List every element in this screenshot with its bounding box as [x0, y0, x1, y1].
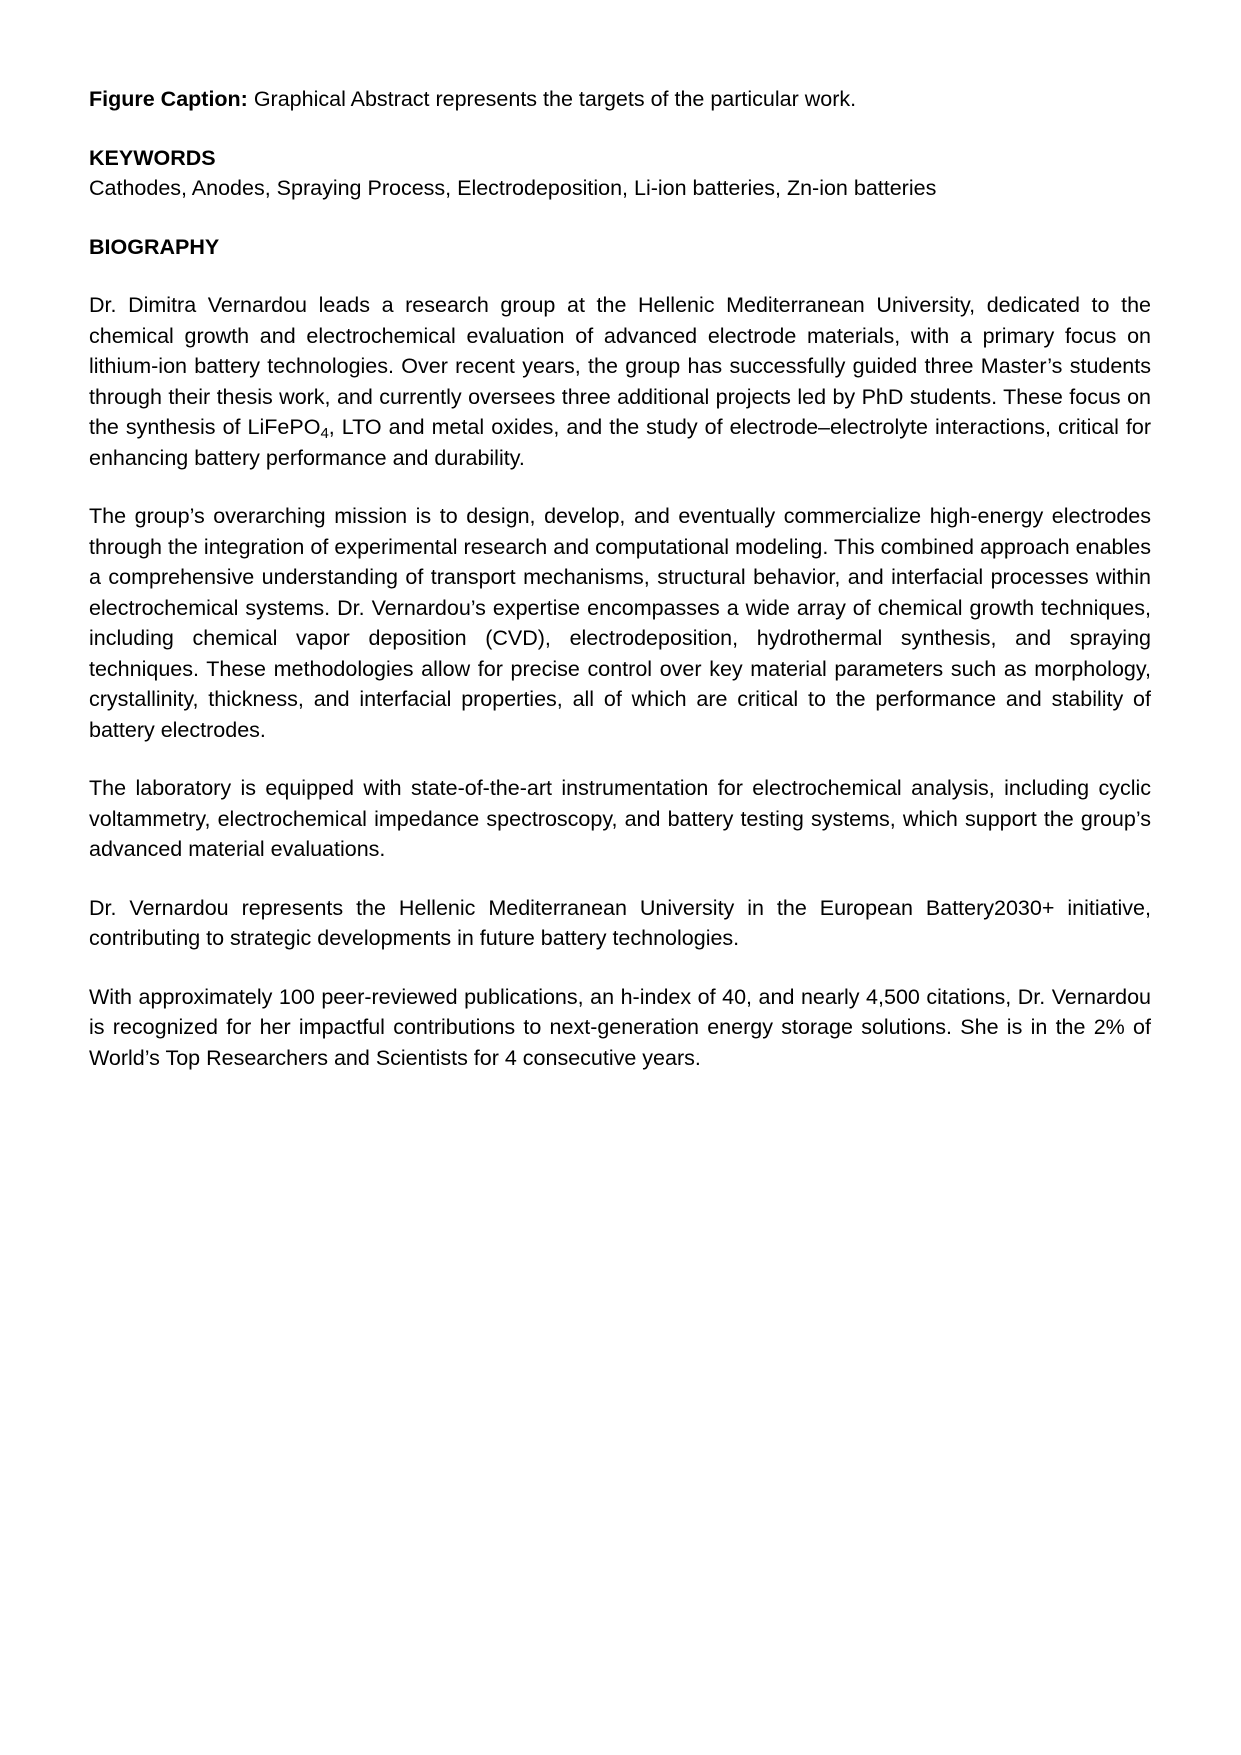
keywords-text: Cathodes, Anodes, Spraying Process, Electrodeposition, Li-ion batteries, Zn-ion batteries	[89, 176, 937, 200]
document-page	[89, 84, 1151, 1101]
figure-caption	[89, 84, 1151, 115]
biography-paragraph-2: The group’s overarching mission is to design, develop, and eventually commercialize high-energy electrodes through the integration of experimental research and computational modeling. This combined approach enables a comprehensive understanding of transport mechanisms, structural behavior, and interfacial processes within electrochemical systems. Dr. Vernardou’s expertise encompasses a wide array of chemical growth techniques, including chemical vapor deposition (CVD), electrodeposition, hydrothermal synthesis, and spraying techniques. These methodologies allow for precise control over key material parameters such as morphology, crystallinity, thickness, and interfacial properties, all of which are critical to the performance and stability of battery electrodes.	[89, 504, 1151, 742]
biography-paragraph-3: The laboratory is equipped with state-of-the-art instrumentation for electrochemical analysis, including cyclic voltammetry, electrochemical impedance spectroscopy, and battery testing systems, which support the group’s advanced material evaluations.	[89, 776, 1151, 861]
biography-paragraph-1	[89, 290, 1151, 473]
biography-paragraph-4: Dr. Vernardou represents the Hellenic Mediterranean University in the European Battery2030+ initiative, contributing to strategic developments in future battery technologies.	[89, 895, 1151, 950]
subscript: 4	[320, 425, 329, 442]
biography-paragraph-1-text: Dr. Dimitra Vernardou leads a research group at the Hellenic Mediterranean University, dedicated to the chemical growth and electrochemical evaluation of advanced electrode materials, with a primary focus on lithium-ion battery technologies. Over recent years, the group has successfully guided three Master’s students through their thesis work, and currently oversees three additional projects led by PhD students. These focus on the synthesis of LiFePO	[89, 293, 1151, 439]
biography-heading: BIOGRAPHY	[89, 234, 220, 259]
biography-paragraph-5: With approximately 100 peer-reviewed publications, an h-index of 40, and nearly 4,500 citations, Dr. Vernardou is recognized for her impactful contributions to next-generation energy storage solutions. She is in the 2% of World’s Top Researchers and Scientists for 4 consecutive years.	[89, 984, 1151, 1070]
biography-paragraph-1-text-end: , LTO and metal oxides, and the study of electrode–electrolyte interactions, critical for enhancing battery performance and durability.	[89, 415, 1152, 470]
keywords-heading: KEYWORDS	[89, 145, 216, 170]
figure-caption-label: Figure Caption:	[89, 87, 248, 111]
figure-caption-text: Graphical Abstract represents the targets of the particular work.	[247, 87, 857, 111]
